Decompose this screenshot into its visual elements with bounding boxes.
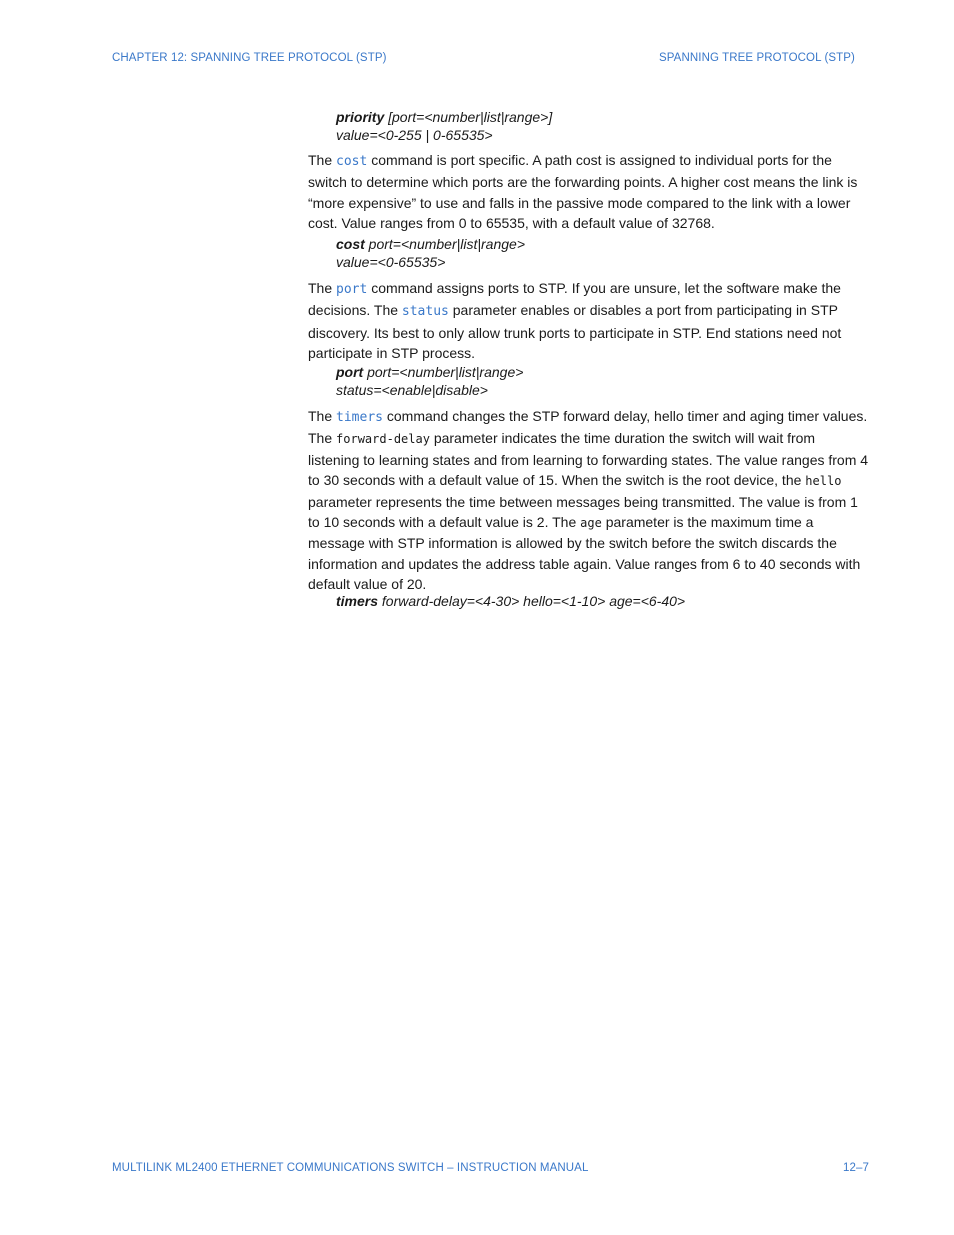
- paragraph-cost: [308, 150, 870, 234]
- syntax-line2: value=<0-255 | 0-65535>: [336, 127, 493, 143]
- syntax-keyword: priority: [336, 109, 385, 125]
- syntax-args: [port=<number|list|range>]: [384, 109, 553, 125]
- syntax-keyword: cost: [336, 236, 365, 252]
- parameter-name: age: [580, 516, 602, 531]
- syntax-port: [336, 363, 523, 399]
- text: parameter indicates the time duration the switch will wait from listening to learning states and from learning to forwarding states. The value ranges from 4 to 30 seconds with a default value of 15. When the switch is the root device, the: [308, 430, 869, 489]
- footer-page-number: 12–7: [843, 1162, 869, 1174]
- command-name: port: [336, 282, 368, 297]
- syntax-timers: [336, 592, 685, 610]
- syntax-args: port=<number|list|range>: [363, 364, 524, 380]
- footer-manual-title: MULTILINK ML2400 ETHERNET COMMUNICATIONS SWITCH – INSTRUCTION MANUAL: [112, 1162, 589, 1174]
- text: The: [308, 408, 337, 424]
- paragraph-timers: [308, 406, 870, 595]
- text: parameter represents the time between messages being transmitted. The value is from 1 to 10 seconds with a default value is 2. The: [308, 493, 858, 531]
- syntax-priority: [336, 108, 552, 144]
- parameter-name: forward-delay: [336, 432, 430, 447]
- text: The: [308, 280, 337, 296]
- syntax-line2: value=<0-65535>: [336, 254, 446, 270]
- syntax-keyword: timers: [336, 593, 379, 609]
- syntax-cost: [336, 235, 525, 271]
- parameter-name: status: [401, 304, 449, 320]
- syntax-args: port=<number|list|range>: [364, 236, 525, 252]
- syntax-line2: status=<enable|disable>: [336, 382, 488, 398]
- syntax-keyword: port: [336, 364, 364, 380]
- parameter-name: hello: [805, 474, 842, 489]
- text: parameter enables or disables a port from participating in STP discovery. Its best to only allow trunk ports to participate in STP. End stations need not participate in STP process.: [308, 302, 842, 362]
- header-chapter-title: CHAPTER 12: SPANNING TREE PROTOCOL (STP): [112, 52, 387, 64]
- paragraph-port: [308, 278, 870, 364]
- text: command is port specific. A path cost is assigned to individual ports for the switch to determine which ports are the forwarding points. A higher cost means the link is “more expensive” to use and falls in the passive mode compared to the link with a lower cost. Value ranges from 0 to 65535, with a default value of 32768.: [308, 152, 858, 232]
- text: command assigns ports to STP. If you are unsure, let the software make the decisions. The: [308, 280, 841, 319]
- syntax-args: forward-delay=<4-30> hello=<1-10> age=<6-40>: [378, 593, 686, 609]
- text: command changes the STP forward delay, hello timer and aging timer values. The: [308, 408, 868, 447]
- text: parameter is the maximum time a message with STP information is allowed by the switch before the switch discards the information and updates the address table again. Value ranges from 6 to 40 seconds with default value of 20.: [308, 514, 861, 593]
- header-section-title: SPANNING TREE PROTOCOL (STP): [659, 52, 855, 64]
- command-name: cost: [336, 154, 368, 169]
- text: The: [308, 152, 337, 168]
- command-name: timers: [336, 410, 383, 425]
